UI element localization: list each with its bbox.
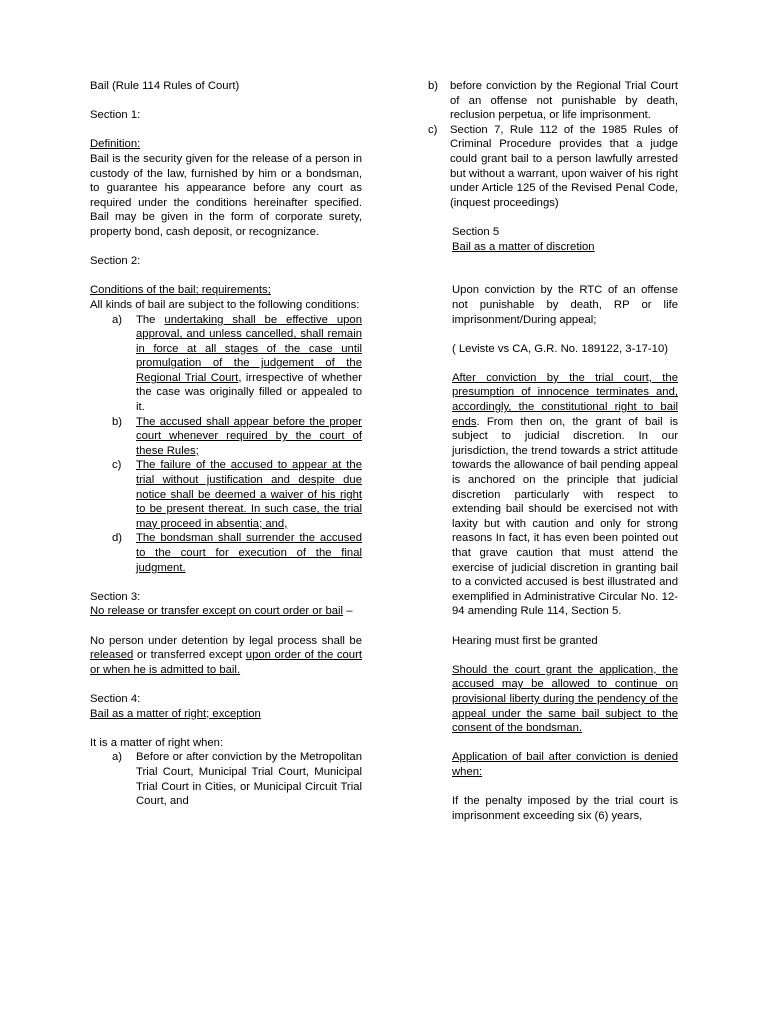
item-label: a) <box>112 751 123 764</box>
right-column <box>428 79 678 823</box>
paragraph-hearing: Hearing must first be granted <box>452 634 598 647</box>
section-5-heading: Section 5 <box>452 225 500 238</box>
item-label: b) <box>112 415 123 428</box>
item-text: Before or after conviction by the Metropolitan Trial Court, Municipal Trial Court, Municipal Trial Court in Cities, or Municipal Circuit Trial Court, and <box>136 751 362 808</box>
paragraph-denied-heading: Application of bail after conviction is denied when: <box>452 751 678 778</box>
section-3-text <box>90 634 362 678</box>
section-1-text: Bail is the security given for the release of a person in custody of the law, furnished by him or a bondsman, to guarantee his appearance before any court as required under the conditions hereinafter specified. Bail may be given in the form of corporate surety, property bond, cash deposit, or recognizance. <box>90 152 362 238</box>
paragraph-citation: ( Leviste vs CA, G.R. No. 189122, 3-17-10) <box>452 342 668 355</box>
section-4-heading: Section 4: <box>90 692 141 705</box>
right-item-c <box>428 123 678 211</box>
item-text: The <box>136 313 165 326</box>
section-3-subheading-tail: – <box>343 605 353 618</box>
item-text-underlined: The accused shall appear before the proper court whenever required by the court of these Rules; <box>136 415 362 457</box>
section-3-text-part: or transferred except <box>133 649 246 662</box>
right-item-b <box>428 79 678 123</box>
item-text-tail: , irrespective of whether the case was originally filled or appealed to it. <box>136 371 362 414</box>
paragraph-discretion-rest: . From then on, the grant of bail is subject to judicial discretion. In our jurisdiction, the trend towards a strict attitude towards the allowance of bail pending appeal is anchored on the principle that judicial discretion particularly with respect to extending bail should be exercised not with laxity but with caution and only for strong reasons In fact, it has even been pointed out that grave caution that must attend the exercise of judicial discretion in granting bail to a convicted accused is best illustrated and exemplified in Administrative Circular No. 12-94 amending Rule 114, Section 5. <box>452 415 678 618</box>
item-text: Section 7, Rule 112 of the 1985 Rules of Criminal Procedure provides that a judge could grant bail to a person lawfully arrested but without a warrant, upon waiver of his right under Article 125 of the Revised Penal Code, (inquest proceedings) <box>450 123 678 209</box>
item-text-underlined: The bondsman shall surrender the accused to the court for execution of the final judgment. <box>136 532 362 574</box>
section-3-subheading <box>90 604 362 619</box>
item-label: d) <box>112 532 123 545</box>
condition-item-d <box>90 531 362 575</box>
section-3-heading: Section 3: <box>90 590 141 603</box>
section-3-subheading-underlined: No release or transfer except on court order or bail <box>90 605 344 618</box>
section-3-text-underlined: upon order of the court or when he is admitted to bail. <box>90 649 362 676</box>
paragraph-discretion-underlined: After conviction by the trial court, the presumption of innocence terminates and, accordingly, the constitutional right to bail ends <box>452 371 678 428</box>
item-label: b) <box>428 80 439 92</box>
item-label: c) <box>428 123 438 136</box>
paragraph-discretion <box>452 371 678 619</box>
item-text-underlined: undertaking shall be effective upon approval, and unless cancelled, shall remain in force at all stages of the case until promulgation of the judgement of the Regional Trial Court <box>136 313 362 384</box>
section-2-heading: Section 2: <box>90 255 141 268</box>
section-3-text-underlined: released <box>90 649 134 662</box>
item-label: c) <box>112 459 122 472</box>
section-4-subheading: Bail as a matter of right; exception <box>90 707 261 720</box>
condition-item-a <box>90 313 362 415</box>
condition-item-c <box>90 458 362 531</box>
section-1-heading: Section 1: <box>90 109 141 122</box>
section-4-intro: It is a matter of right when: <box>90 736 224 749</box>
item-text: before conviction by the Regional Trial Court of an offense not punishable by death, reclusion perpetua, or life imprisonment. <box>450 80 678 122</box>
left-column <box>90 79 362 809</box>
item-label: a) <box>112 313 123 326</box>
document-title: Bail (Rule 114 Rules of Court) <box>90 80 240 92</box>
section-1-subheading: Definition: <box>90 138 141 151</box>
right-item-a <box>90 750 362 808</box>
paragraph-grant: Should the court grant the application, the accused may be allowed to continue on provisional liberty during the pendency of the appeal under the same bail subject to the consent of the bondsman. <box>452 663 678 735</box>
condition-item-b <box>90 415 362 459</box>
item-text-underlined: The failure of the accused to appear at the trial without justification and despite due notice shall be deemed a waiver of his right to be present thereat. In such case, the trial may proceed in absentia; and, <box>136 459 362 530</box>
section-2-subheading: Conditions of the bail; requirements; <box>90 284 271 297</box>
section-2-intro: All kinds of bail are subject to the following conditions: <box>90 298 360 311</box>
section-3-text-part: No person under detention by legal process shall be <box>90 634 362 647</box>
section-5-subheading: Bail as a matter of discretion <box>452 240 595 253</box>
paragraph-penalty: If the penalty imposed by the trial court is imprisonment exceeding six (6) years, <box>452 795 678 822</box>
paragraph-conviction: Upon conviction by the RTC of an offense not punishable by death, RP or life imprisonment/During appeal; <box>452 284 678 326</box>
